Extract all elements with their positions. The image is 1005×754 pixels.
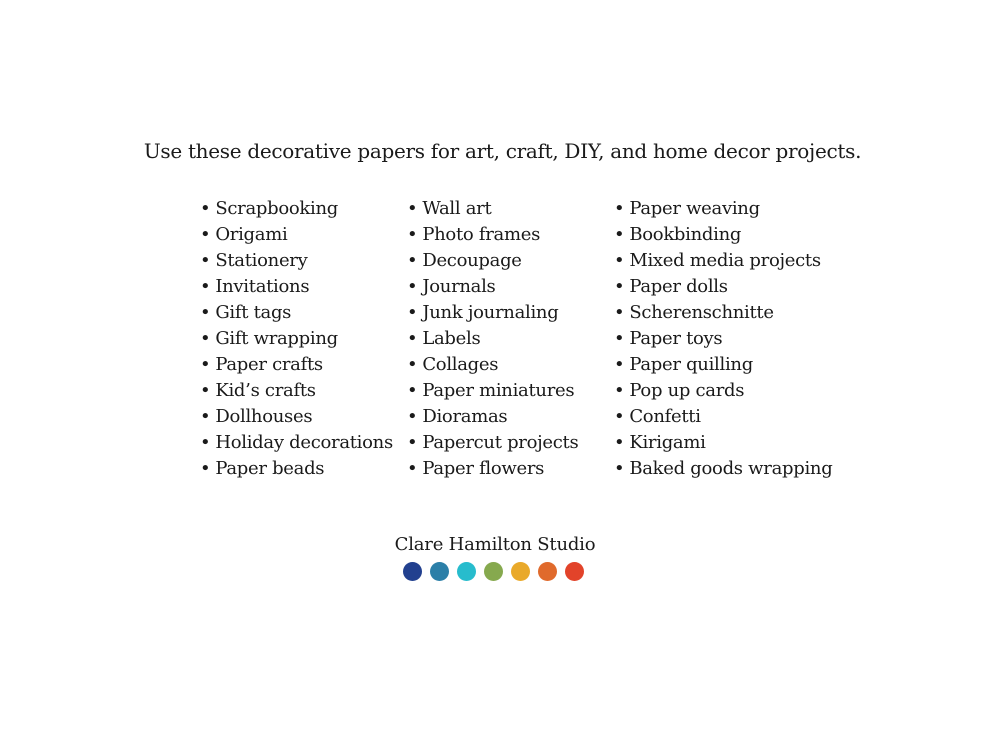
list-item: • Paper quilling <box>614 352 832 378</box>
list-item: • Paper miniatures <box>407 378 578 404</box>
list-item: • Photo frames <box>407 222 578 248</box>
list-item: • Mixed media projects <box>614 248 832 274</box>
list-item: • Junk journaling <box>407 300 578 326</box>
list-item: • Paper weaving <box>614 196 832 222</box>
list-item: • Labels <box>407 326 578 352</box>
list-item: • Bookbinding <box>614 222 832 248</box>
color-swatch-turquoise <box>457 562 476 581</box>
list-item: • Papercut projects <box>407 430 578 456</box>
use-list-column-2 <box>407 196 578 482</box>
list-item: • Journals <box>407 274 578 300</box>
color-swatch-orange <box>538 562 557 581</box>
list-item: • Paper toys <box>614 326 832 352</box>
use-list-column-3 <box>614 196 832 482</box>
list-item: • Kirigami <box>614 430 832 456</box>
list-item: • Decoupage <box>407 248 578 274</box>
list-item: • Paper beads <box>200 456 393 482</box>
list-item: • Origami <box>200 222 393 248</box>
list-item: • Scrapbooking <box>200 196 393 222</box>
list-item: • Stationery <box>200 248 393 274</box>
list-item: • Baked goods wrapping <box>614 456 832 482</box>
list-item: • Invitations <box>200 274 393 300</box>
list-item: • Gift tags <box>200 300 393 326</box>
list-item: • Gift wrapping <box>200 326 393 352</box>
color-swatch-mustard <box>511 562 530 581</box>
list-item: • Pop up cards <box>614 378 832 404</box>
list-item: • Paper dolls <box>614 274 832 300</box>
color-swatch-olive-green <box>484 562 503 581</box>
list-item: • Scherenschnitte <box>614 300 832 326</box>
list-item: • Paper flowers <box>407 456 578 482</box>
color-swatch-red <box>565 562 584 581</box>
use-list-column-1 <box>200 196 393 482</box>
brand-name: Clare Hamilton Studio <box>394 534 596 555</box>
list-item: • Kid’s crafts <box>200 378 393 404</box>
list-item: • Paper crafts <box>200 352 393 378</box>
list-item: • Holiday decorations <box>200 430 393 456</box>
list-item: • Collages <box>407 352 578 378</box>
intro-text: Use these decorative papers for art, craft, DIY, and home decor projects. <box>143 139 862 163</box>
color-swatch-steel-blue <box>430 562 449 581</box>
use-list <box>200 196 840 486</box>
list-item: • Dioramas <box>407 404 578 430</box>
color-swatch-navy <box>403 562 422 581</box>
list-item: • Dollhouses <box>200 404 393 430</box>
list-item: • Confetti <box>614 404 832 430</box>
list-item: • Wall art <box>407 196 578 222</box>
